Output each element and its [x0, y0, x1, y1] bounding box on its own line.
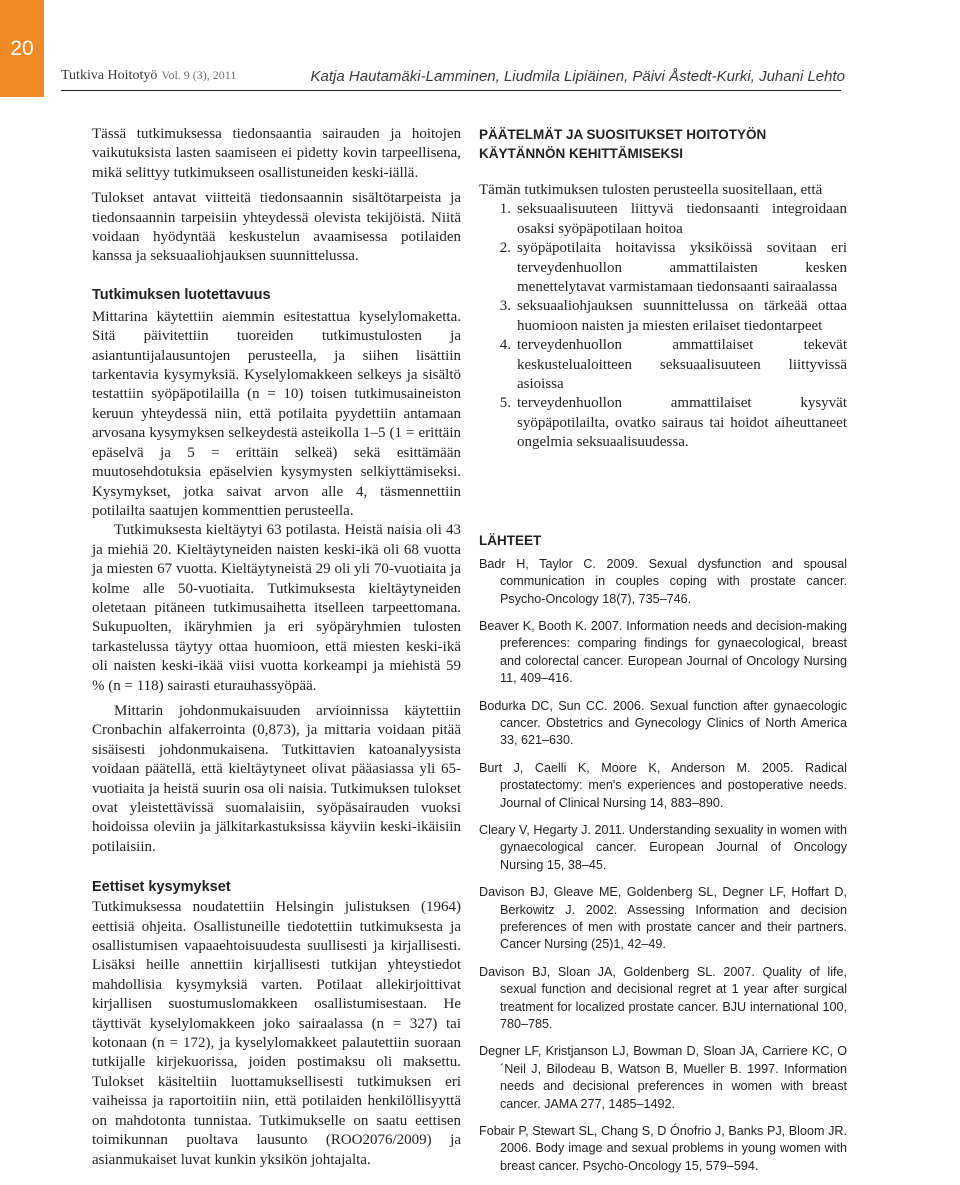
paragraph: Tutkimuksesta kieltäytyi 63 potilasta. Heistä naisia oli 43 ja miehiä 20. Kieltäytyneiden naisten keski-ikä oli 68 vuotta ja miesten 67 vuotta. Kieltäytyneistä 29 oli yli 70-vuotiaita ja kolme alle 50-vuotiaita. Tutkimuksesta kieltäytyneiden oletetaan pitäneen tutkimusaihetta itselleen tarpeettomana. Sukupuolten, ikäryhmien ja eri syöpäryhmien tulosten tarkastelussa täytyy ottaa huomioon, että miesten keski-ikä oli naisten keski-ikää viisi vuotta korkeampi ja miehistä 59 % (n = 118) sairasti eturauhassyöpää. — [92, 522, 461, 694]
list-item — [479, 297, 847, 336]
recommendations-intro: Tämän tutkimuksen tulosten perusteella suositellaan, että — [479, 182, 823, 198]
paragraph: Tutkimuksessa noudatettiin Helsingin julistuksen (1964) eettisiä ohjeita. Osallistuneille tiedotettiin tutkimuksesta ja osallistumisen vapaaehtoisuudesta suullisesti ja kirjallisesti. Lisäksi heille annettiin kirjallisesti tutkijan yhteystiedot mahdollisia kysymyksiä varten. Potilaat allekirjoittivat kirjallisen suostumuslomakkeen osallistumisestaan. He täyttivät kyselylomakkeen joko sairaalassa (n = 327) tai kotonaan (n = 172), ja kyselylomakkeet palautettiin suoraan tutkijalle kirjekuorissa, joiden postimaksu oli maksettu. Tulokset käsiteltiin luottamuksellisesti tutkimuksen eri vaiheissa ja raportoitiin niin, että potilaiden henkilöllisyyttä on mahdotonta tunnistaa. Tutkimukselle on saatu eettisen toimikunnan puoltava lausunto (ROO2076/2009) ja asianmukaiset luvat kunkin yksikön johtajalta. — [92, 899, 461, 1168]
list-item-text: seksuaaliohjauksen suunnittelussa on tärkeää ottaa huomioon naisten ja miesten erilaiset tiedontarpeet — [517, 298, 847, 334]
list-item — [479, 239, 847, 297]
reference-item: Degner LF, Kristjanson LJ, Bowman D, Sloan JA, Carriere KC, O´Neil J, Bilodeau B, Watson B, Mueller B. 1997. Information needs and decisional preferences in women with breast cancer. JAMA 277, 1485–1492. — [479, 1044, 847, 1111]
list-item — [479, 394, 847, 452]
section-heading-validity: Tutkimuksen luotettavuus — [92, 286, 271, 303]
list-item-number: 4. — [499, 337, 511, 354]
reference-item: Beaver K, Booth K. 2007. Information needs and decision-making preferences: comparing findings for gynaecological, breast and colorectal cancer. European Journal of Oncology Nursing 11, 409–416. — [479, 618, 847, 686]
reference-item: Davison BJ, Sloan JA, Goldenberg SL. 2007. Quality of life, sexual function and decisional regret at 1 year after surgical treatment for localized prostate cancer. BJU international 100, 780–785. — [479, 964, 847, 1032]
reference-item: Cleary V, Hegarty J. 2011. Understanding sexuality in women with gynaecological cancer. European Journal of Oncology Nursing 15, 38–45. — [479, 822, 847, 872]
right-column — [479, 125, 847, 1185]
recommendations-list — [479, 200, 847, 452]
header-rule — [61, 90, 841, 91]
references-list — [479, 556, 847, 1176]
list-item-text: terveydenhuollon ammattilaiset kysyvät syöpäpotilailta, ovatko sairaus tai hoidot aiheuttaneet ongelmia seksuaalisuudessa. — [517, 395, 847, 451]
reference-item: Davison BJ, Gleave ME, Goldenberg SL, Degner LF, Hoffart D, Berkowitz J. 2002. Assessing Information and decision preferences of men with prostate cancer and their partners. Cancer Nursing (25)1, 42–49. — [479, 885, 847, 952]
list-item-number: 3. — [499, 298, 511, 315]
section-heading-ethics: Eettiset kysymykset — [92, 879, 231, 896]
list-item-number: 5. — [499, 395, 511, 412]
section-heading-references: LÄHTEET — [479, 532, 542, 548]
reference-item: Bodurka DC, Sun CC. 2006. Sexual function after gynaecologic cancer. Obstetrics and Gynecology Clinics of North America 33, 621–630. — [479, 698, 847, 748]
section-heading-conclusions: PÄÄTELMÄT JA SUOSITUKSET HOITOTYÖN KÄYTÄNNÖN KEHITTÄMISEKSI — [479, 127, 767, 161]
reference-item: Burt J, Caelli K, Moore K, Anderson M. 2005. Radical prostatectomy: men's experiences and postoperative needs. Journal of Clinical Nursing 14, 883–890. — [479, 760, 847, 810]
left-column — [92, 125, 461, 1170]
list-item-text: terveydenhuollon ammattilaiset tekevät keskustelualoitteen seksuaalisuuteen liittyvissä asioissa — [517, 337, 847, 393]
list-item-number: 2. — [499, 240, 511, 257]
page-number: 20 — [0, 0, 44, 97]
reference-item: Fobair P, Stewart SL, Chang S, D Ónofrio J, Banks PJ, Bloom JR. 2006. Body image and sexual problems in young women with breast cancer. Psycho-Oncology 15, 579–594. — [479, 1124, 847, 1173]
paragraph: Tulokset antavat viitteitä tiedonsaannin sisältötarpeista ja tiedonsaannin tarpeisiin yhteydessä olevista tekijöistä. Niitä voidaan hyödyntää keskustelun avaamisessa potilaiden kanssa ja seksuaaliohjauksen suunnittelussa. — [92, 190, 461, 265]
journal-title — [61, 68, 236, 84]
list-item-text: seksuaalisuuteen liittyvä tiedonsaanti integroidaan osaksi syöpäpotilaan hoitoa — [517, 201, 847, 237]
reference-item: Badr H, Taylor C. 2009. Sexual dysfunction and spousal communication in couples coping with prostate cancer. Psycho-Oncology 18(7), 735–746. — [479, 556, 847, 606]
paragraph: Tässä tutkimuksessa tiedonsaantia sairauden ja hoitojen vaikutuksista lasten saamiseen ei pidetty kovin tarpeellisena, mikä selittyy tutkimukseen osallistuneiden keski-iällä. — [92, 126, 461, 181]
list-item — [479, 336, 847, 394]
journal-volume: Vol. 9 (3), 2011 — [161, 68, 237, 82]
journal-name: Tutkiva Hoitotyö — [61, 68, 158, 83]
list-item-number: 1. — [499, 201, 511, 218]
paragraph: Mittarina käytettiin aiemmin esitestattua kyselylomaketta. Sitä päivitettiin tuoreiden tutkimustulosten ja asiantuntijalausuntojen perusteella, ja siihen lisättiin tarkentavia kysymyksiä. Kyselylomakkeen selkeys ja sisältö testattiin syöpäpotilailla (n = 10) toisen tutkimusaineiston keruun yhteydessä niin, että potilaita pyydettiin antamaan arvosana kysymyksen selkeydestä asteikolla 1–5 (1 = erittäin epäselvä ja 5 = erittäin selkeä) sekä esittämään muutosehdotuksia epäselvien kysymysten selkiyttämiseksi. Kysymykset, jotka saivat arvon alle 4, täsmennettiin potilailta saatujen kommenttien perusteella. — [92, 308, 461, 519]
list-item-text: syöpäpotilaita hoitavissa yksiköissä sovitaan eri terveydenhuollon ammattilaisten kesken menettelytavat varmistamaan tiedonsaanti sairaalassa — [517, 240, 847, 296]
paragraph: Mittarin johdonmukaisuuden arvioinnissa käytettiin Cronbachin alfakerrointa (0,873), ja mittaria voidaan pitää sisäisesti johdonmukaisena. Tutkittavien katoanalyysista voidaan päätellä, että kieltäytyneet olivat pääasiassa yli 65-vuotiaita ja heistä suurin osa oli naisia. Tutkimuksen tulokset ovat yleistettävissä suomalaisiin, syöpäsairauden vuoksi hoidoissa oleviin ja jälkitarkastuksissa käyviin keski-ikäisiin potilaisiin. — [92, 702, 461, 855]
list-item — [479, 200, 847, 239]
article-authors: Katja Hautamäki-Lamminen, Liudmila Lipiäinen, Päivi Åstedt-Kurki, Juhani Lehto — [310, 68, 845, 85]
